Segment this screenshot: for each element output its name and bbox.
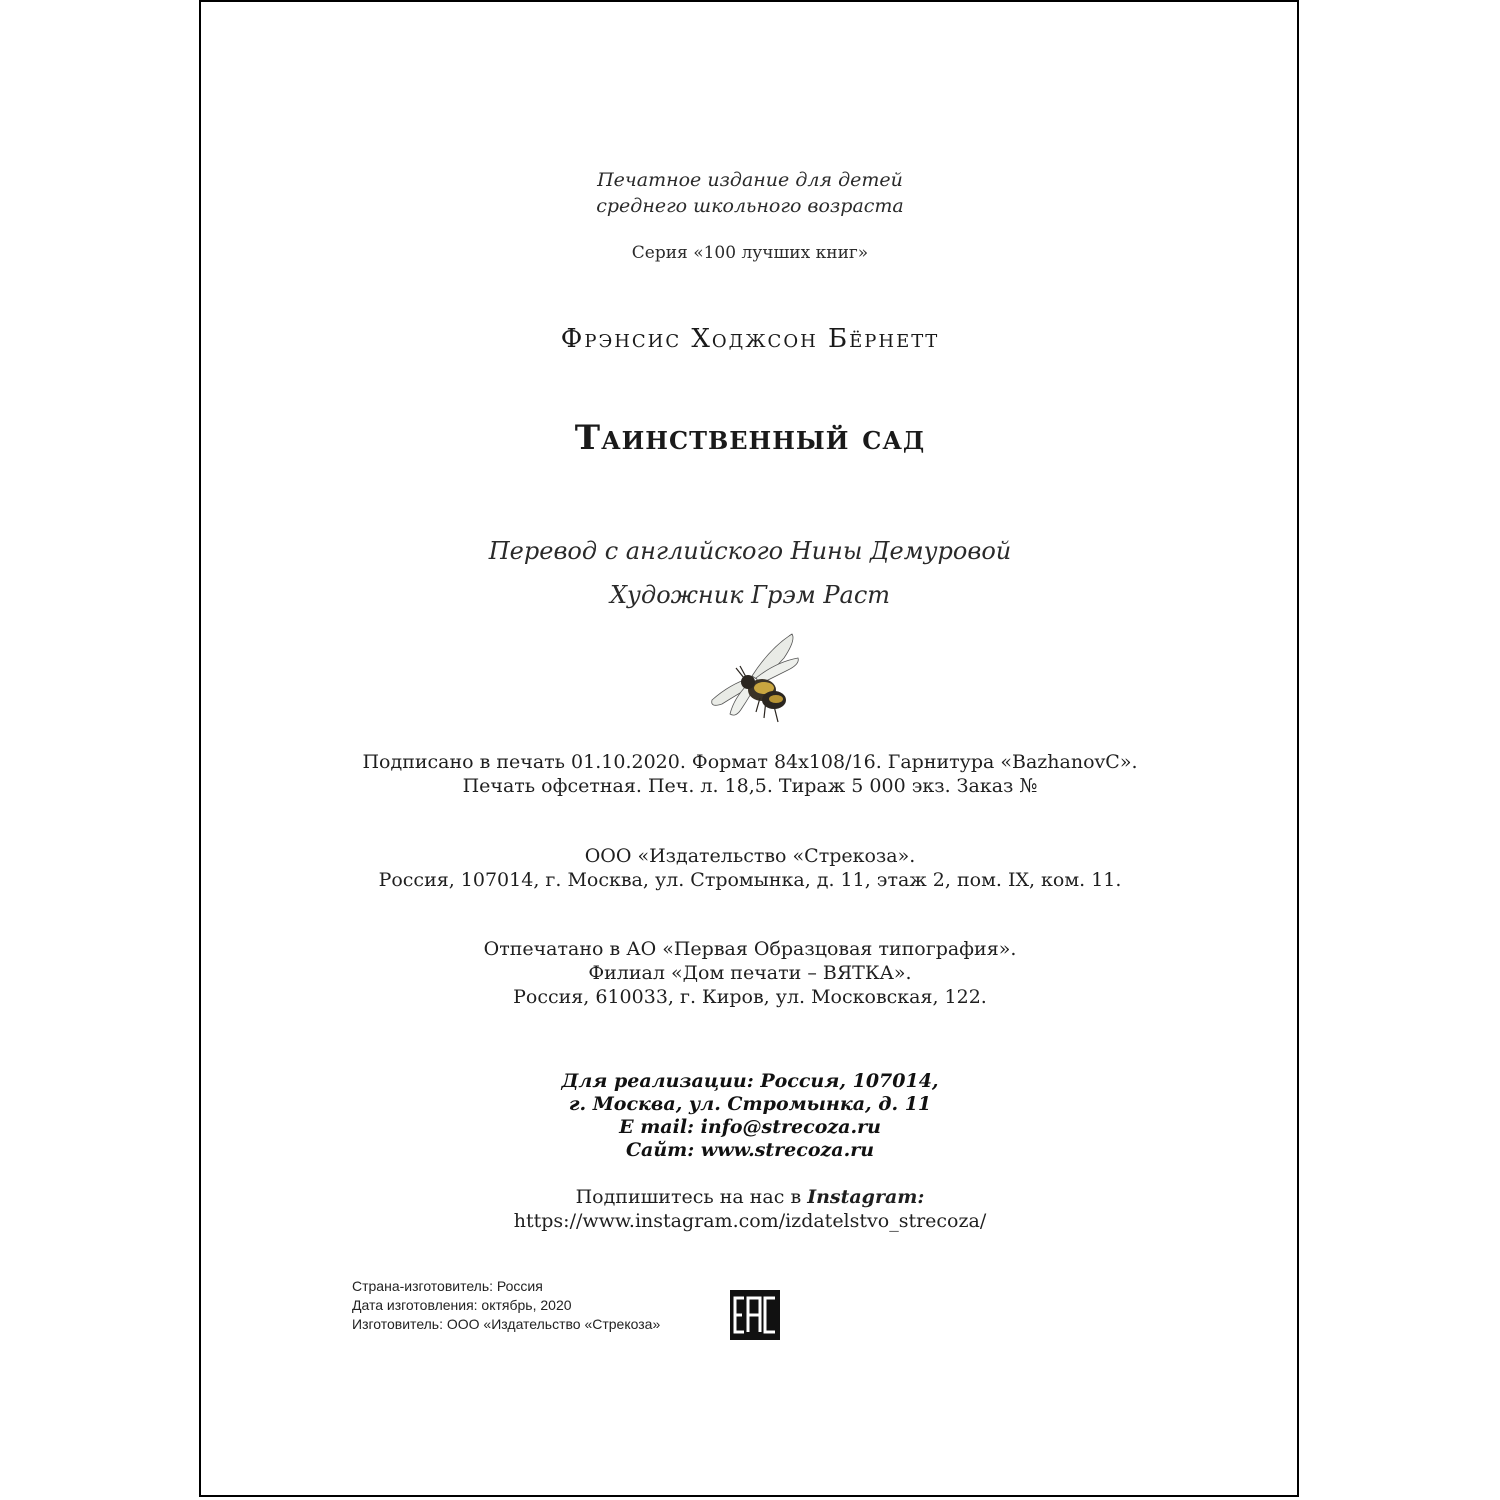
author-name: Фрэнсис Ходжсон Бёрнетт bbox=[560, 324, 940, 354]
social-subscribe bbox=[0, 1186, 1500, 1208]
eac-mark-icon bbox=[730, 1290, 780, 1340]
print-info-line-1: Подписано в печать 01.10.2020. Формат 84x108/16. Гарнитура «BazhanovC». bbox=[362, 751, 1138, 773]
page-border bbox=[199, 0, 1299, 1497]
publisher-address: Россия, 107014, г. Москва, ул. Стромынка, д. 11, этаж 2, пом. IX, ком. 11. bbox=[378, 869, 1122, 891]
printer-line-2: Филиал «Дом печати – ВЯТКА». bbox=[588, 962, 912, 984]
sales-site: Сайт: www.strecoza.ru bbox=[625, 1139, 875, 1161]
instagram-label: Instagram: bbox=[807, 1186, 925, 1208]
subscribe-text: Подпишитесь на нас в bbox=[575, 1186, 802, 1208]
illustrator-credit: Художник Грэм Раст bbox=[609, 581, 891, 609]
printer-address: Россия, 610033, г. Киров, ул. Московская, 122. bbox=[513, 986, 987, 1008]
printer-line-1: Отпечатано в АО «Первая Образцовая типография». bbox=[483, 938, 1017, 960]
bee-illustration bbox=[700, 628, 810, 728]
audience-line-1: Печатное издание для детей bbox=[597, 169, 903, 191]
footer-country: Страна-изготовитель: Россия bbox=[352, 1278, 543, 1294]
audience-line-2: среднего школьного возраста bbox=[596, 195, 904, 217]
publisher-line-1: ООО «Издательство «Стрекоза». bbox=[584, 845, 916, 867]
book-title: Таинственный сад bbox=[574, 418, 926, 458]
print-info-line-2: Печать офсетная. Печ. л. 18,5. Тираж 5 000 экз. Заказ № bbox=[462, 775, 1038, 797]
translator-credit: Перевод с английского Нины Демуровой bbox=[488, 537, 1012, 565]
sales-email: E mail: info@strecoza.ru bbox=[619, 1116, 881, 1138]
series-line: Серия «100 лучших книг» bbox=[631, 243, 869, 263]
instagram-url[interactable]: https://www.instagram.com/izdatelstvo_strecoza/ bbox=[513, 1210, 987, 1232]
footer-manufacturer: Изготовитель: ООО «Издательство «Стрекоза» bbox=[352, 1316, 661, 1332]
sales-line-1: Для реализации: Россия, 107014, bbox=[561, 1070, 939, 1092]
sales-line-2: г. Москва, ул. Стромынка, д. 11 bbox=[568, 1093, 932, 1115]
footer-date: Дата изготовления: октябрь, 2020 bbox=[352, 1297, 572, 1313]
